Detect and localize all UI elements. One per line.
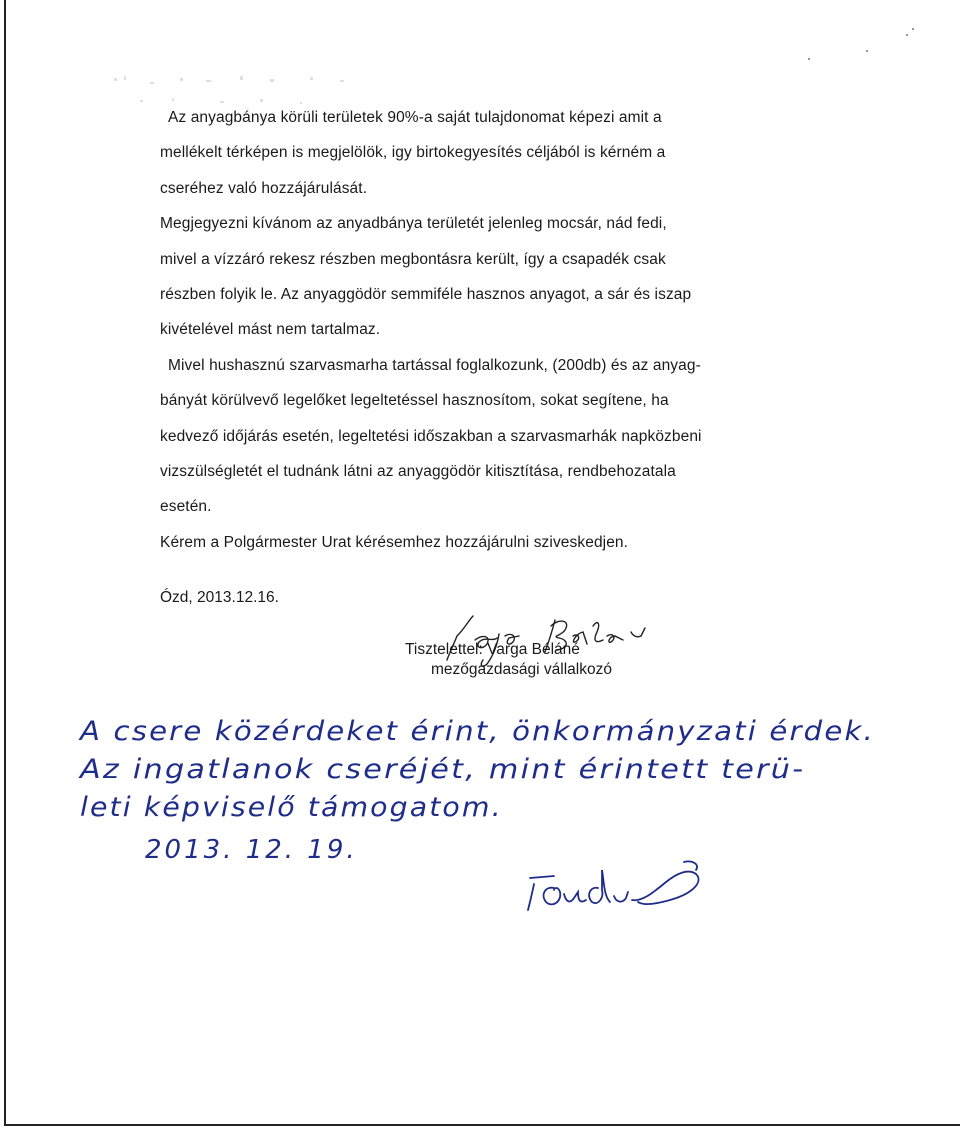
scan-speck: [906, 34, 908, 36]
closing-signature-line: Tisztelettel: Varga Béláné: [405, 641, 580, 658]
mayor-signature: [520, 848, 740, 918]
letter-line: Megjegyezni kívánom az anyadbánya területét jelenleg mocsár, nád fedi,: [160, 215, 667, 233]
scan-speck: [912, 28, 914, 30]
letter-line: Mivel hushasznú szarvasmarha tartással foglalkozunk, (200db) és az anyag-: [168, 356, 701, 374]
letter-line: Kérem a Polgármester Urat kérésemhez hozzájárulni sziveskedjen.: [160, 533, 629, 551]
scan-speck: [866, 50, 868, 52]
closing-block: [405, 640, 612, 680]
letter-line: bányát körülvevő legelőket legeltetéssel hasznosítom, sokat segítene, ha: [160, 392, 669, 410]
letter-line: vizszülségletét el tudnánk látni az anyaggödör kitisztítása, rendbehozatala: [160, 463, 676, 481]
signer-role: mezőgazdasági vállalkozó: [431, 661, 612, 678]
letter-line: cseréhez való hozzájárulását.: [160, 179, 368, 197]
letter-line: Az anyagbánya körüli területek 90%-a saját tulajdonomat képezi amit a: [168, 109, 662, 126]
letter-line: részben folyik le. Az anyaggödör semmiféle hasznos anyagot, a sár és iszap: [160, 286, 692, 304]
letter-line: kivételével mást nem tartalmaz.: [160, 321, 381, 339]
page-edge-left: [4, 0, 6, 1124]
annotation-date: 2013. 12. 19.: [145, 835, 358, 865]
letter-line: esetén.: [160, 498, 212, 516]
annotation-line: Az ingatlanok cseréjét, mint érintett terü-: [80, 754, 806, 785]
letter-line: mivel a vízzáró rekesz részben megbontásra került, így a csapadék csak: [160, 250, 666, 268]
letter-date: Ózd, 2013.12.16.: [160, 589, 279, 606]
annotation-line: leti képviselő támogatom.: [80, 792, 503, 823]
page-edge-bottom: [4, 1124, 960, 1126]
letter-line: mellékelt térképen is megjelölök, igy birtokegyesítés céljából is kérném a: [160, 144, 666, 162]
letter-body: [160, 100, 820, 560]
annotation-line: A csere közérdeket érint, önkormányzati érdek.: [80, 716, 875, 747]
scan-speck: [808, 58, 810, 60]
letter-line: kedvező időjárás esetén, legeltetési időszakban a szarvasmarhák napközbeni: [160, 427, 702, 445]
